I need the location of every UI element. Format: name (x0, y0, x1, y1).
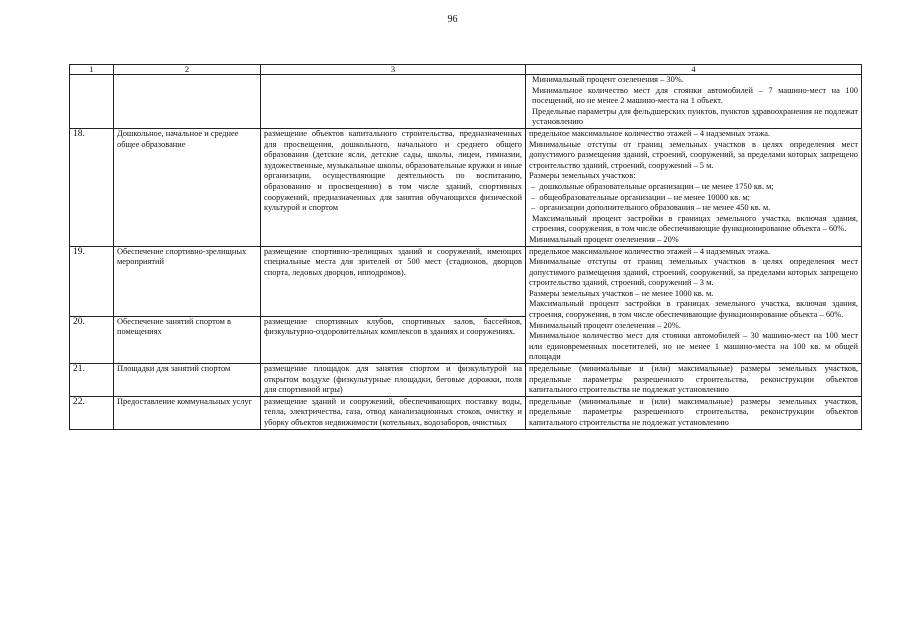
table-row (70, 246, 862, 316)
param-line: Минимальное количество мест для стоянки автомобилей – 30 машино-мест на 100 мест или единовременных посетителей, но не менее 1 машино-места на 100 кв. м общей площади (529, 331, 858, 362)
row-name: Площадки для занятий спортом (114, 364, 261, 397)
row-description: размещение площадок для занятия спортом и физкультурой на открытом воздухе (физкультурные площадки, беговые дорожки, поля для спортивной игры) (261, 364, 526, 397)
row-description: размещение спортивных клубов, спортивных залов, бассейнов, физкультурно-оздоровительных комплексов в зданиях и сооружениях. (261, 316, 526, 363)
param-line: Минимальный процент озеленения – 20%. (529, 320, 681, 330)
row-params (526, 75, 862, 129)
row-description: размещение объектов капитального строительства, предназначенных для просвещения, дошкольного, начального и среднего общего образования (детские ясли, детские сады, школы, лицеи, гимназии, художественные, музыкальные школы, образовательные кружки и иные организации, осуществляющие деятельность по воспитанию, образованию и просвещению) в том числе зданий, спортивных сооружений, предназначенных для занятия обучающихся физической культурой и спортом (261, 128, 526, 246)
row-params (526, 246, 862, 364)
param-line: предельное максимальное количество этажей – 4 надземных этажа. (529, 128, 771, 138)
row-description: размещение спортивно-зрелищных зданий и сооружений, имеющих специальные места для зрителей от 500 мест (стадионов, дворцов спорта, ледовых дворцов, ипподромов). (261, 246, 526, 316)
param-line: Размеры земельных участков: (529, 171, 636, 181)
param-line: Минимальное количество мест для стоянки автомобилей – 7 машино-мест на 100 посещений, но не менее 2 машино-места на 1 объект. (532, 85, 858, 106)
column-header-1: 1 (70, 65, 114, 75)
table-row (70, 75, 862, 129)
row-name: Обеспечение занятий спортом в помещениях (114, 316, 261, 363)
row-name: Обеспечение спортивно-зрелищных мероприятий (114, 246, 261, 316)
row-number: 18. (70, 128, 114, 246)
param-line: Размеры земельных участков – не менее 1000 кв. м. (529, 288, 714, 298)
row-number: 21. (70, 364, 114, 397)
row-number: 20. (70, 316, 114, 363)
table-row (70, 364, 862, 397)
param-line: Минимальный процент озеленения – 20% (529, 234, 679, 244)
param-line: Максимальный процент застройки в границах земельного участка, включая здания, строения, сооружения, в том числе обеспечивающие функционирование объекта – 60%. (529, 299, 858, 320)
param-line: Минимальные отступы от границ земельных участков в целях определения мест допустимого размещения зданий, строений, сооружений, за пределами которых запрещено строительство зданий, строений, сооружений – 3 м. (529, 257, 858, 288)
param-list-item: – организации дополнительного образования – не менее 450 кв. м. (531, 203, 771, 213)
param-list-item: – дошкольные образовательные организации – не менее 1750 кв. м; (531, 181, 774, 191)
param-line: предельное максимальное количество этажей – 4 надземных этажа. (529, 246, 771, 256)
row-number: 22. (70, 396, 114, 429)
row-params: предельные (минимальные и (или) максимальные) размеры земельных участков, предельные параметры разрешенного строительства, реконструкции объектов капитального строительства не подлежат установлению (526, 364, 862, 397)
row-number: 19. (70, 246, 114, 316)
row-params (526, 128, 862, 246)
row-name: Предоставление коммунальных услуг (114, 396, 261, 429)
param-line: Максимальный процент застройки в границах земельного участка, включая здания, строения, сооружения, в том числе обеспечивающие функционирование объекта – 60%. (532, 213, 858, 234)
regulations-table (69, 64, 862, 430)
row-description: размещение зданий и сооружений, обеспечивающих поставку воды, тепла, электричества, газа, отвод канализационных стоков, очистку и уборку объектов недвижимости (котельных, водозаборов, очистных (261, 396, 526, 429)
param-line: Минимальные отступы от границ земельных участков в целях определения мест допустимого размещения зданий, строений, сооружений, за пределами которых запрещено строительство зданий, строений, сооружений – 5 м. (529, 139, 858, 170)
column-header-4: 4 (526, 65, 862, 75)
row-name: Дошкольное, начальное и среднее общее образование (114, 128, 261, 246)
table-row (70, 128, 862, 246)
param-list-item: – общеобразовательные организации – не менее 10000 кв. м; (531, 192, 750, 202)
param-line: Предельные параметры для фельдшерских пунктов, пунктов здравоохранения не подлежат установлению (532, 106, 858, 127)
param-line: Минимальный процент озеленения – 30%. (532, 75, 684, 84)
row-params: предельные (минимальные и (или) максимальные) размеры земельных участков, предельные параметры разрешенного строительства, реконструкции объектов капитального строительства не подлежат установлению (526, 396, 862, 429)
page-number: 96 (447, 14, 458, 25)
table-row (70, 396, 862, 429)
column-header-3: 3 (261, 65, 526, 75)
column-header-2: 2 (114, 65, 261, 75)
table-header-row (70, 65, 862, 75)
